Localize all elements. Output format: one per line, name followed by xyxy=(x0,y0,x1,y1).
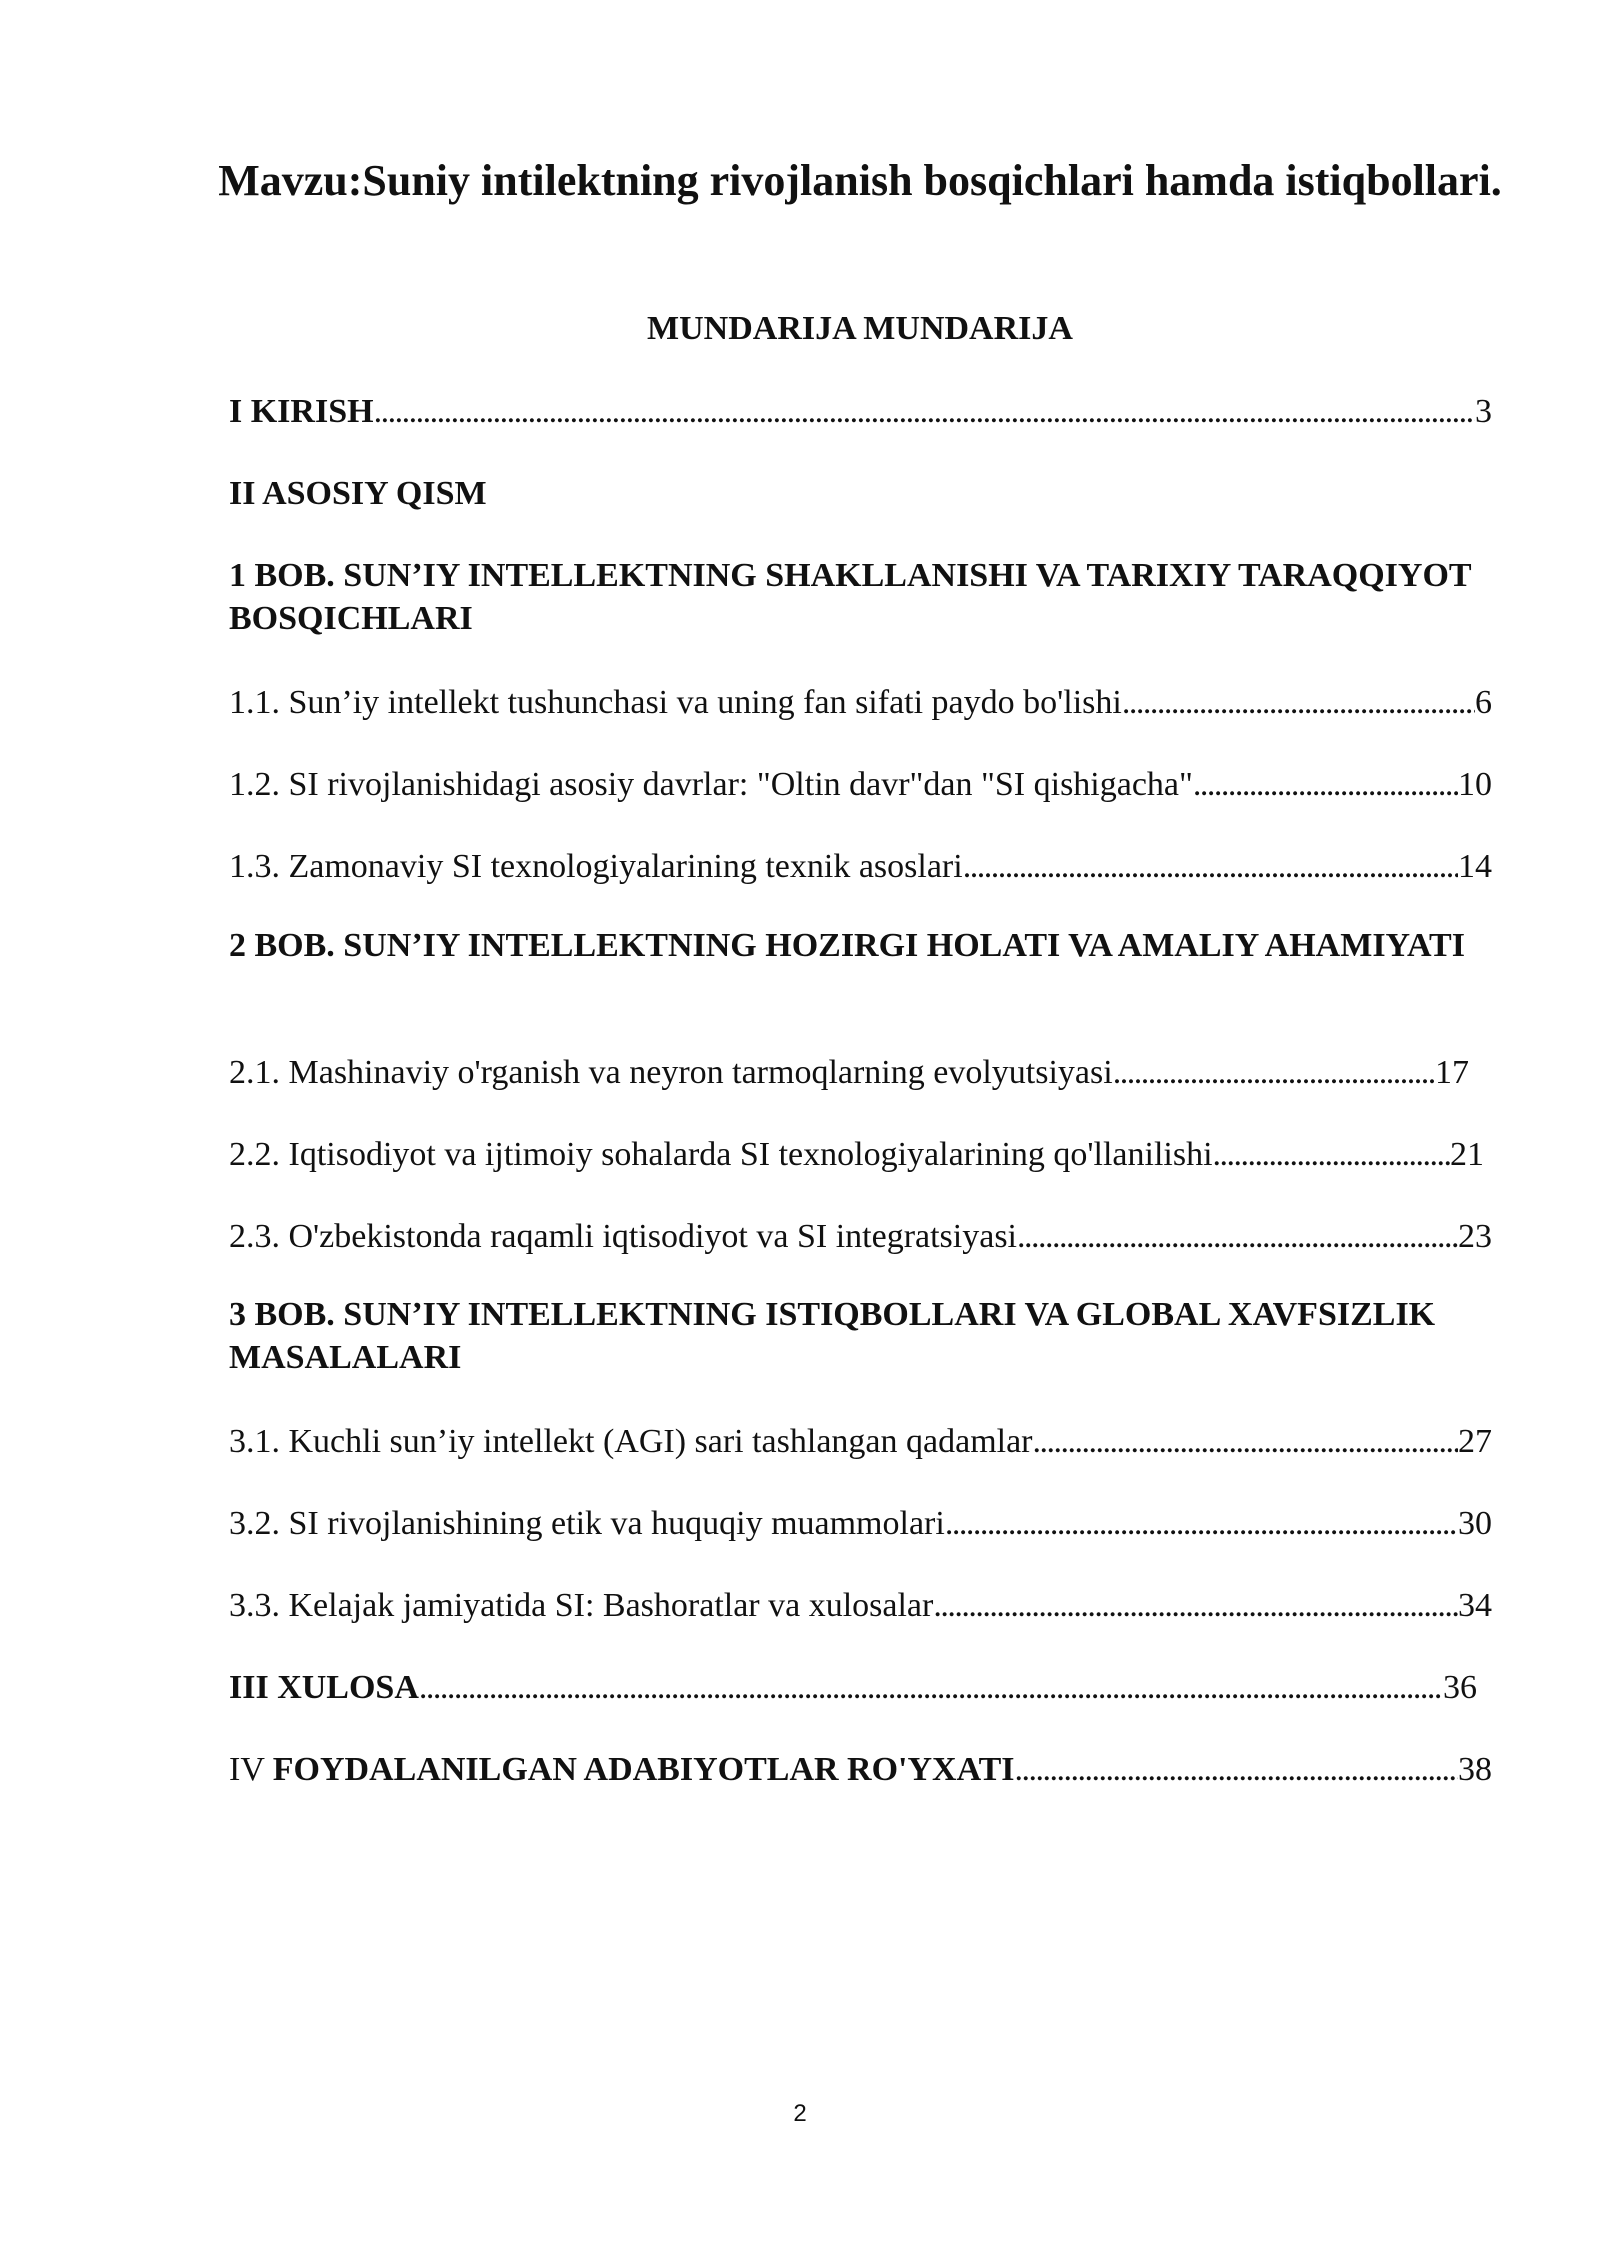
toc-entry-2-3[interactable] xyxy=(229,1215,1492,1258)
toc-entry-adabiyotlar[interactable] xyxy=(229,1748,1492,1791)
toc-entry-2-2[interactable] xyxy=(229,1133,1484,1176)
dot-leader xyxy=(1213,1133,1450,1176)
toc-heading-bob-2[interactable]: 2 BOB. SUN’IY INTELLEKTNING HOZIRGI HOLATI VA AMALIY AHAMIYATI xyxy=(229,927,1465,964)
toc-page-number: 14 xyxy=(1458,848,1492,885)
toc-entry-label: I KIRISH xyxy=(229,393,374,430)
toc-page-number: 6 xyxy=(1475,684,1492,721)
toc-page-number: 3 xyxy=(1475,393,1492,430)
toc-entry-label: 2.3. O'zbekistonda raqamli iqtisodiyot va SI integratsiyasi xyxy=(229,1218,1017,1255)
document-title: Mavzu:Suniy intilektning rivojlanish bosqichlari hamda istiqbollari. xyxy=(218,156,1502,205)
toc-heading-asosiy-qism: II ASOSIY QISM xyxy=(229,475,487,512)
dot-leader xyxy=(419,1666,1443,1709)
toc-entry-2-1[interactable] xyxy=(229,1051,1469,1094)
toc-entry-label: 3.2. SI rivojlanishining etik va huquqiy muammolari xyxy=(229,1505,945,1542)
toc-page-number: 10 xyxy=(1458,766,1492,803)
dot-leader xyxy=(374,390,1475,433)
page-number: 2 xyxy=(793,2100,807,2127)
toc-entry-label: 2.2. Iqtisodiyot va ijtimoiy sohalarda SI texnologiyalarining qo'llanilishi xyxy=(229,1136,1213,1173)
dot-leader xyxy=(1033,1420,1459,1463)
toc-page-number: 23 xyxy=(1458,1218,1492,1255)
toc-page-number: 36 xyxy=(1443,1669,1477,1706)
toc-entry-3-3[interactable] xyxy=(229,1584,1492,1627)
toc-entry-3-1[interactable] xyxy=(229,1420,1492,1463)
toc-entry-label xyxy=(229,1748,1015,1791)
toc-page-number: 17 xyxy=(1435,1054,1469,1091)
toc-entry-xulosa[interactable] xyxy=(229,1666,1477,1709)
dot-leader xyxy=(1113,1051,1435,1094)
toc-entry-label: 1.3. Zamonaviy SI texnologiyalarining texnik asoslari xyxy=(229,848,963,885)
toc-entry-label: 3.1. Kuchli sun’iy intellekt (AGI) sari tashlangan qadamlar xyxy=(229,1423,1033,1460)
toc-entry-1-3[interactable] xyxy=(229,845,1492,888)
toc-entry-label: III XULOSA xyxy=(229,1669,419,1706)
toc-entry-1-2[interactable] xyxy=(229,763,1492,806)
toc-entry-3-2[interactable] xyxy=(229,1502,1492,1545)
toc-page-number: 34 xyxy=(1458,1587,1492,1624)
toc-heading: MUNDARIJA MUNDARIJA xyxy=(647,310,1073,347)
toc-entry-label: 1.1. Sun’iy intellekt tushunchasi va uning fan sifati paydo bo'lishi xyxy=(229,684,1122,721)
dot-leader xyxy=(1015,1748,1458,1791)
toc-entry-1-1[interactable] xyxy=(229,681,1492,724)
toc-heading-bob-1[interactable]: 1 BOB. SUN’IY INTELLEKTNING SHAKLLANISHI VA TARIXIY TARAQQIYOT BOSQICHLARI xyxy=(229,557,1471,637)
toc-entry-prefix: IV xyxy=(229,1751,265,1788)
dot-leader xyxy=(1122,681,1475,724)
dot-leader xyxy=(945,1502,1458,1545)
toc-page-number: 30 xyxy=(1458,1505,1492,1542)
toc-entry-label: 3.3. Kelajak jamiyatida SI: Bashoratlar va xulosalar xyxy=(229,1587,934,1624)
toc-page-number: 38 xyxy=(1458,1751,1492,1788)
toc-entry-label: 1.2. SI rivojlanishidagi asosiy davrlar: "Oltin davr"dan "SI qishigacha" xyxy=(229,766,1193,803)
dot-leader xyxy=(933,1584,1458,1627)
toc-entry-kirish[interactable] xyxy=(229,390,1492,433)
dot-leader xyxy=(963,845,1458,888)
dot-leader xyxy=(1193,763,1458,806)
toc-entry-title: FOYDALANILGAN ADABIYOTLAR RO'YXATI xyxy=(272,1751,1015,1788)
toc-page-number: 27 xyxy=(1458,1423,1492,1460)
toc-page-number: 21 xyxy=(1450,1136,1484,1173)
dot-leader xyxy=(1017,1215,1458,1258)
toc-entry-label: 2.1. Mashinaviy o'rganish va neyron tarmoqlarning evolyutsiyasi xyxy=(229,1054,1113,1091)
toc-heading-bob-3[interactable]: 3 BOB. SUN’IY INTELLEKTNING ISTIQBOLLARI VA GLOBAL XAVFSIZLIK MASALALARI xyxy=(229,1296,1436,1376)
